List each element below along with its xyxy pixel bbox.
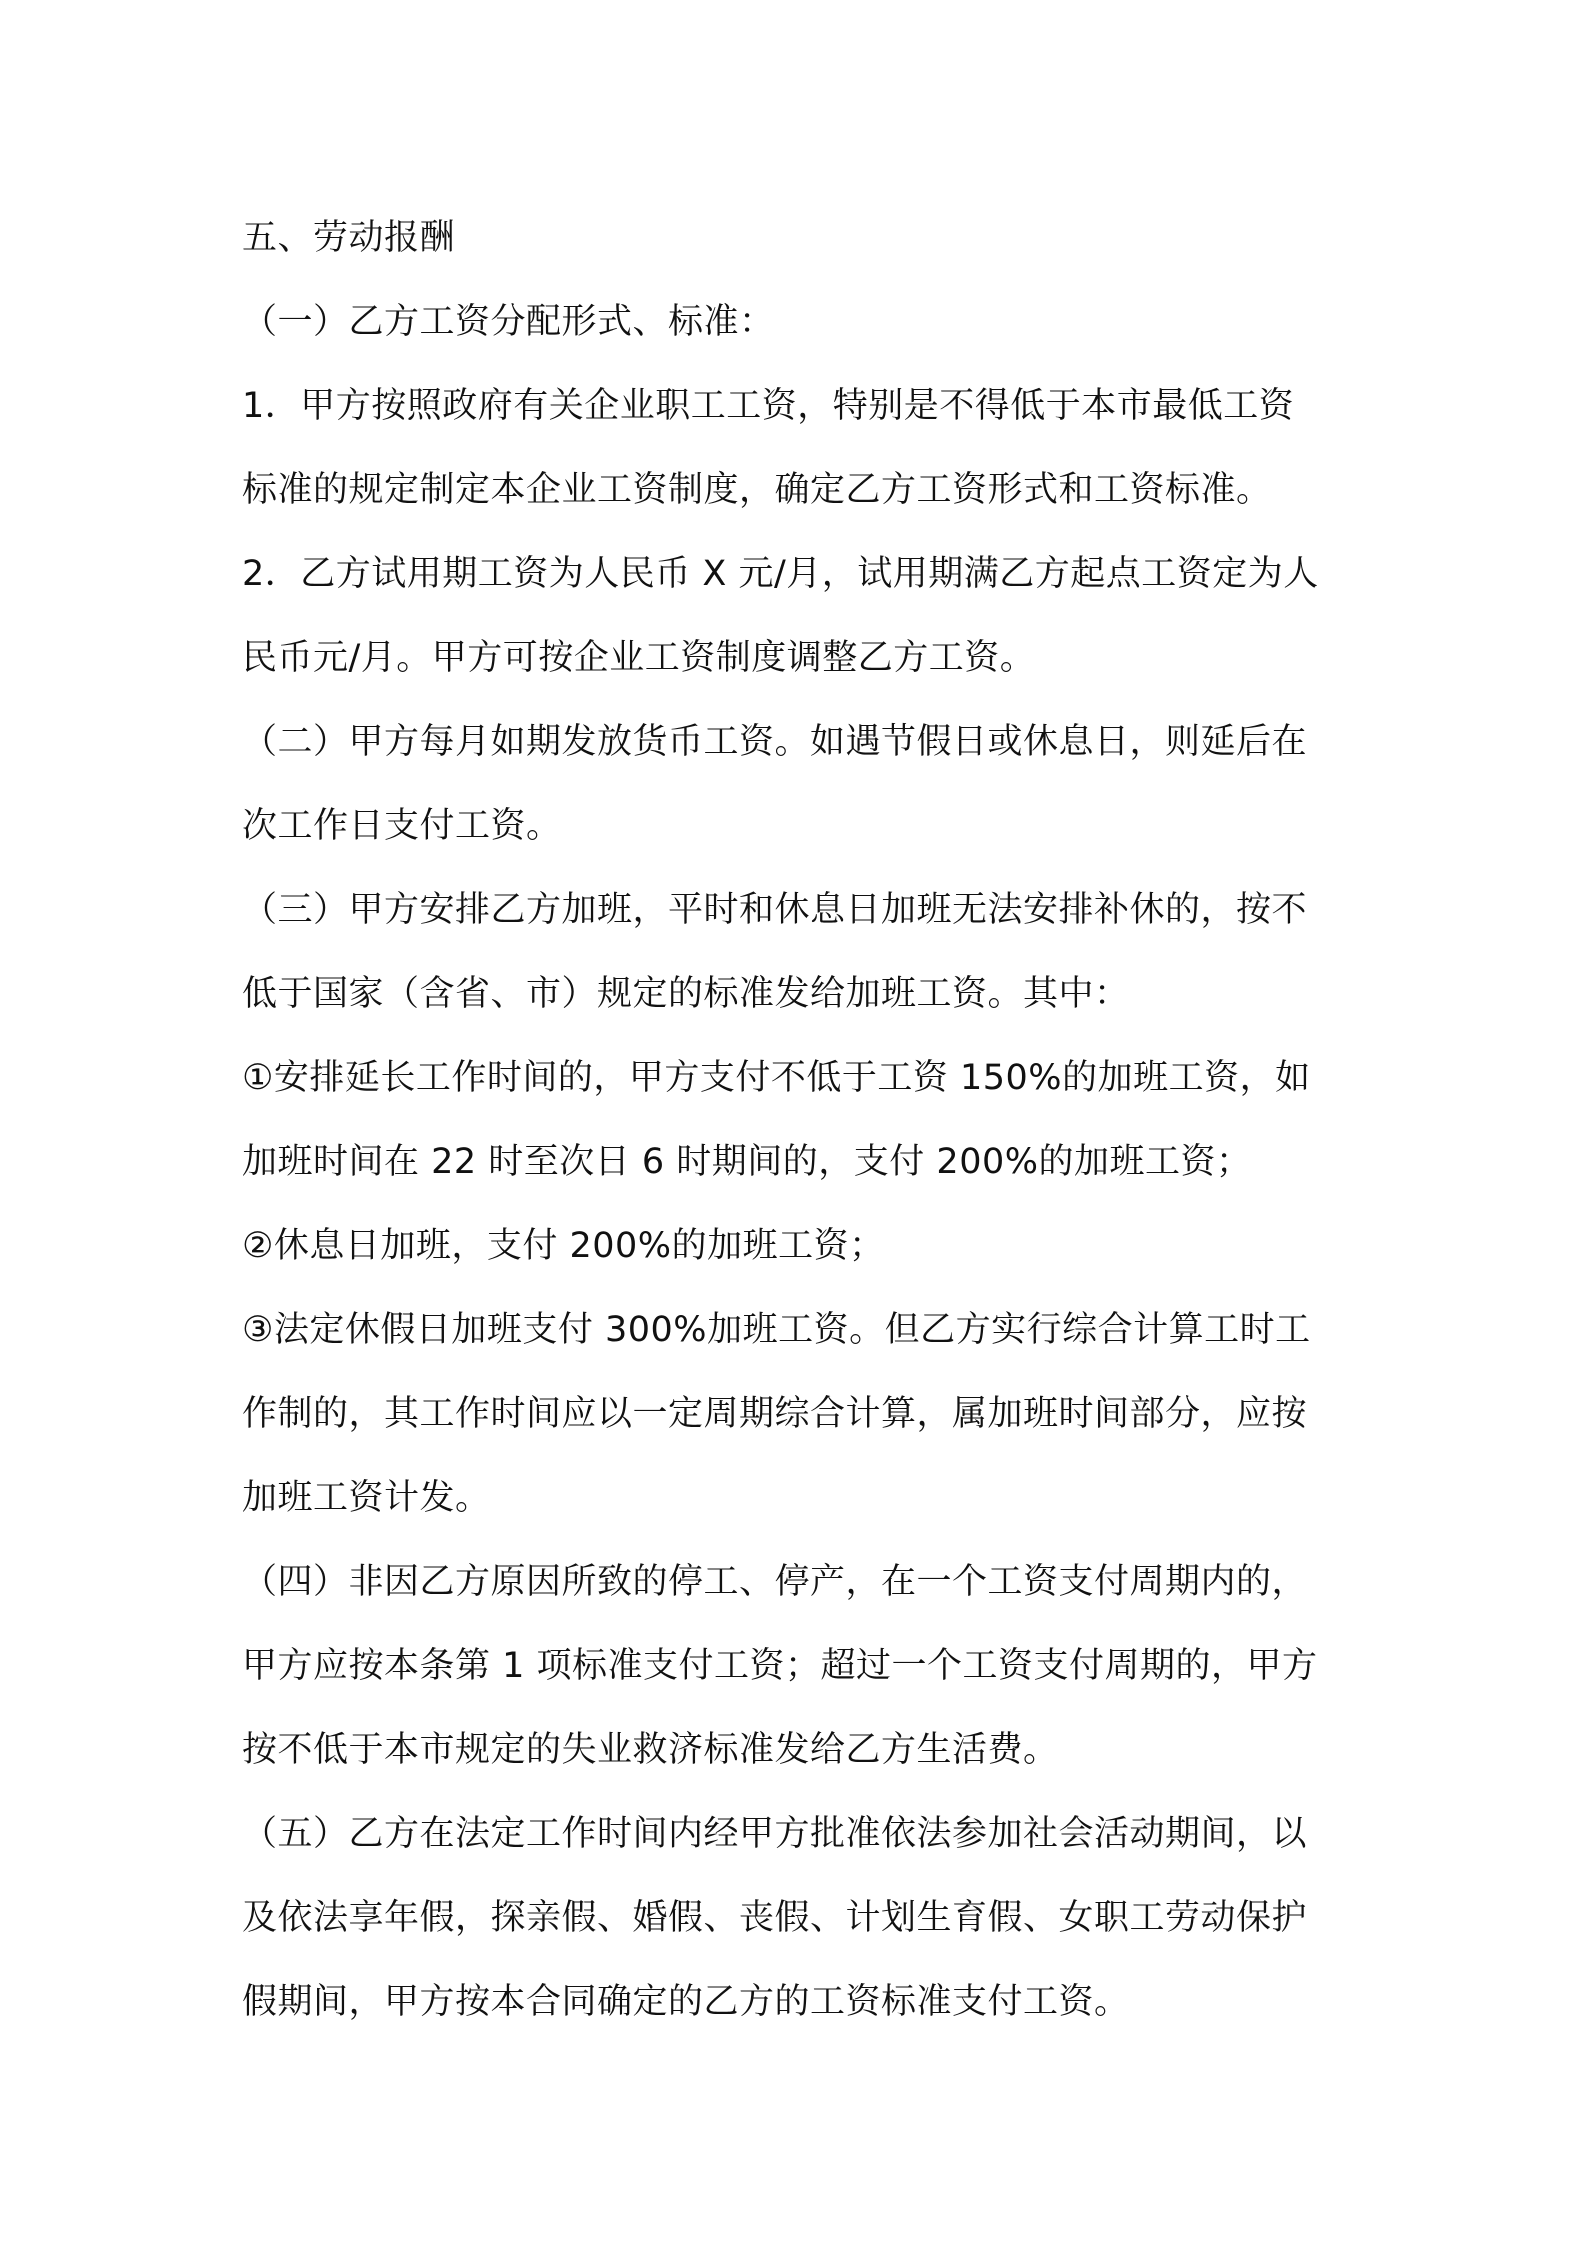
paragraph-line: 低于国家（含省、市）规定的标准发给加班工资。其中： (242, 974, 1130, 1014)
paragraph-line: 加班工资计发。 (242, 1478, 491, 1518)
paragraph-overtime-item-1 (242, 1036, 1362, 1204)
paragraph-wage-system (242, 364, 1362, 532)
paragraph-overtime (242, 868, 1362, 1036)
paragraph-line: 2．乙方试用期工资为人民币 X 元/月，试用期满乙方起点工资定为人 (242, 554, 1319, 594)
paragraph-leave-wage (242, 1792, 1362, 2044)
paragraph-line: 及依法享年假，探亲假、婚假、丧假、计划生育假、女职工劳动保护 (242, 1898, 1308, 1938)
paragraph-line: （三）甲方安排乙方加班，平时和休息日加班无法安排补休的，按不 (242, 890, 1308, 930)
paragraph-wage-form (242, 280, 1362, 364)
paragraph-line: 甲方应按本条第 1 项标准支付工资；超过一个工资支付周期的，甲方 (242, 1646, 1318, 1686)
paragraph-line: 1．甲方按照政府有关企业职工工资，特别是不得低于本市最低工资 (242, 386, 1295, 426)
paragraph-line: 标准的规定制定本企业工资制度，确定乙方工资形式和工资标准。 (242, 470, 1272, 510)
paragraph-line: 加班时间在 22 时至次日 6 时期间的，支付 200%的加班工资； (242, 1142, 1252, 1182)
paragraph-overtime-item-3 (242, 1288, 1362, 1540)
paragraph-probation-wage (242, 532, 1362, 700)
paragraph-line: 民币元/月。甲方可按企业工资制度调整乙方工资。 (242, 638, 1036, 678)
paragraph-line: 假期间，甲方按本合同确定的乙方的工资标准支付工资。 (242, 1982, 1130, 2022)
document-body (242, 196, 1362, 2044)
paragraph-line: 按不低于本市规定的失业救济标准发给乙方生活费。 (242, 1730, 1059, 1770)
paragraph-line: ②休息日加班，支付 200%的加班工资； (242, 1226, 885, 1266)
paragraph-monthly-payment (242, 700, 1362, 868)
paragraph-line: 次工作日支付工资。 (242, 806, 562, 846)
section-heading-text: 五、劳动报酬 (242, 218, 456, 258)
paragraph-line: （五）乙方在法定工作时间内经甲方批准依法参加社会活动期间，以 (242, 1814, 1308, 1854)
paragraph-line: ③法定休假日加班支付 300%加班工资。但乙方实行综合计算工时工 (242, 1310, 1311, 1350)
section-heading (242, 196, 1362, 280)
paragraph-overtime-item-2 (242, 1204, 1362, 1288)
paragraph-line: ①安排延长工作时间的，甲方支付不低于工资 150%的加班工资，如 (242, 1058, 1311, 1098)
paragraph-work-stoppage (242, 1540, 1362, 1792)
paragraph-line: （一）乙方工资分配形式、标准： (242, 302, 775, 342)
paragraph-line: （二）甲方每月如期发放货币工资。如遇节假日或休息日，则延后在 (242, 722, 1308, 762)
paragraph-line: （四）非因乙方原因所致的停工、停产，在一个工资支付周期内的， (242, 1562, 1308, 1602)
paragraph-line: 作制的，其工作时间应以一定周期综合计算，属加班时间部分，应按 (242, 1394, 1308, 1434)
